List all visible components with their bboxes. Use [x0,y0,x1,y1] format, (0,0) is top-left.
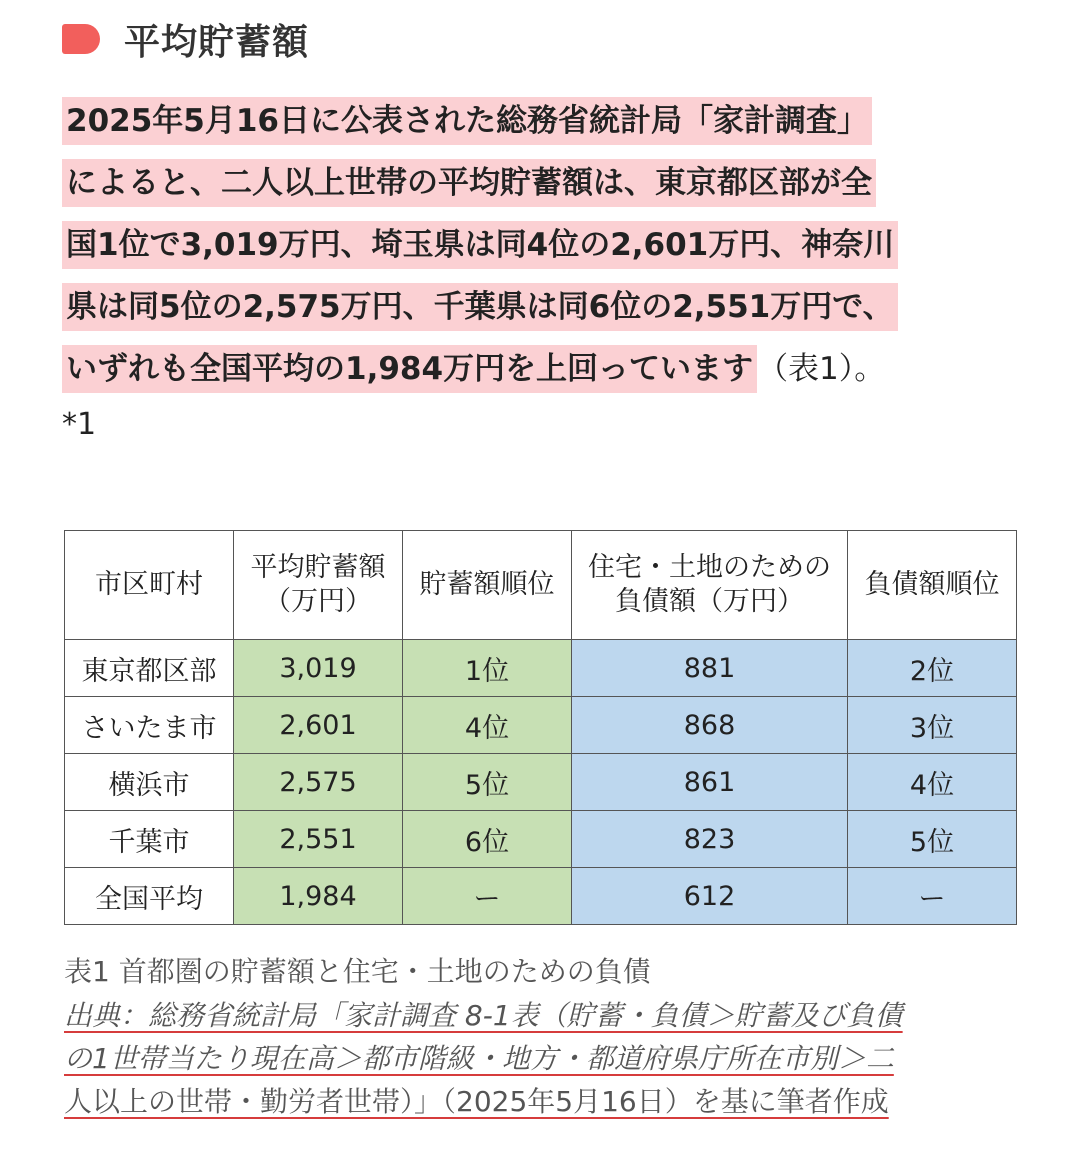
cell-savings-rank: 4位 [403,697,572,754]
cell-debt-rank: 4位 [848,754,1017,811]
paragraph-line: 2025年5月16日に公表された総務省統計局「家計調査」 [62,97,872,145]
cell-housing-debt: 868 [572,697,848,754]
table-row [65,640,1017,697]
table-header-row [65,531,1017,640]
cell-avg-savings: 2,575 [234,754,403,811]
savings-debt-table [64,530,1017,925]
heading-title: 平均貯蓄額 [124,21,310,63]
section-heading [62,14,309,64]
table-reference: （表1）。 [757,351,886,387]
summary-paragraph [62,90,1022,450]
cell-housing-debt: 861 [572,754,848,811]
table-caption: 表1 首都圏の貯蓄額と住宅・土地のための負債 [64,955,651,988]
cell-municipality: 東京都区部 [65,640,234,697]
cell-debt-rank: 5位 [848,811,1017,868]
cell-avg-savings: 2,551 [234,811,403,868]
table-row [65,868,1017,925]
cell-debt-rank: 2位 [848,640,1017,697]
table-row [65,697,1017,754]
table-row [65,811,1017,868]
cell-municipality: 千葉市 [65,811,234,868]
cell-municipality: さいたま市 [65,697,234,754]
cell-debt-rank: 3位 [848,697,1017,754]
source-line[interactable]: の1世帯当たり現在高＞都市階級・地方・都道府県庁所在市別＞二 [64,1042,894,1075]
cell-debt-rank: ー [848,868,1017,925]
cell-housing-debt: 612 [572,868,848,925]
paragraph-line: 県は同5位の2,575万円、千葉県は同6位の2,551万円で、 [62,283,898,331]
cell-savings-rank: 5位 [403,754,572,811]
source-line[interactable]: 人以上の世帯・勤労者世帯）」（2025年5月16日）を基に筆者作成 [64,1085,889,1118]
cell-avg-savings: 2,601 [234,697,403,754]
header-savings-rank: 貯蓄額順位 [403,531,572,640]
header-debt-rank: 負債額順位 [848,531,1017,640]
cell-avg-savings: 3,019 [234,640,403,697]
cell-avg-savings: 1,984 [234,868,403,925]
cell-savings-rank: 1位 [403,640,572,697]
cell-municipality: 横浜市 [65,754,234,811]
table-row [65,754,1017,811]
header-avg-savings: 平均貯蓄額 （万円） [234,531,403,640]
heading-marker [62,24,100,54]
source-line[interactable]: 出典：総務省統計局「家計調査 8-1表（貯蓄・負債＞貯蓄及び負債 [64,999,903,1032]
cell-savings-rank: ー [403,868,572,925]
cell-savings-rank: 6位 [403,811,572,868]
cell-housing-debt: 823 [572,811,848,868]
header-municipality: 市区町村 [65,531,234,640]
paragraph-line: によると、二人以上世帯の平均貯蓄額は、東京都区部が全 [62,159,876,207]
paragraph-line: 国1位で3,019万円、埼玉県は同4位の2,601万円、神奈川 [62,221,898,269]
source-citation-link[interactable] [64,994,1024,1123]
cell-housing-debt: 881 [572,640,848,697]
cell-municipality: 全国平均 [65,868,234,925]
footnote-marker: *1 [62,407,97,442]
header-housing-debt: 住宅・土地のための 負債額（万円） [572,531,848,640]
paragraph-line: いずれも全国平均の1,984万円を上回っています [62,345,757,393]
